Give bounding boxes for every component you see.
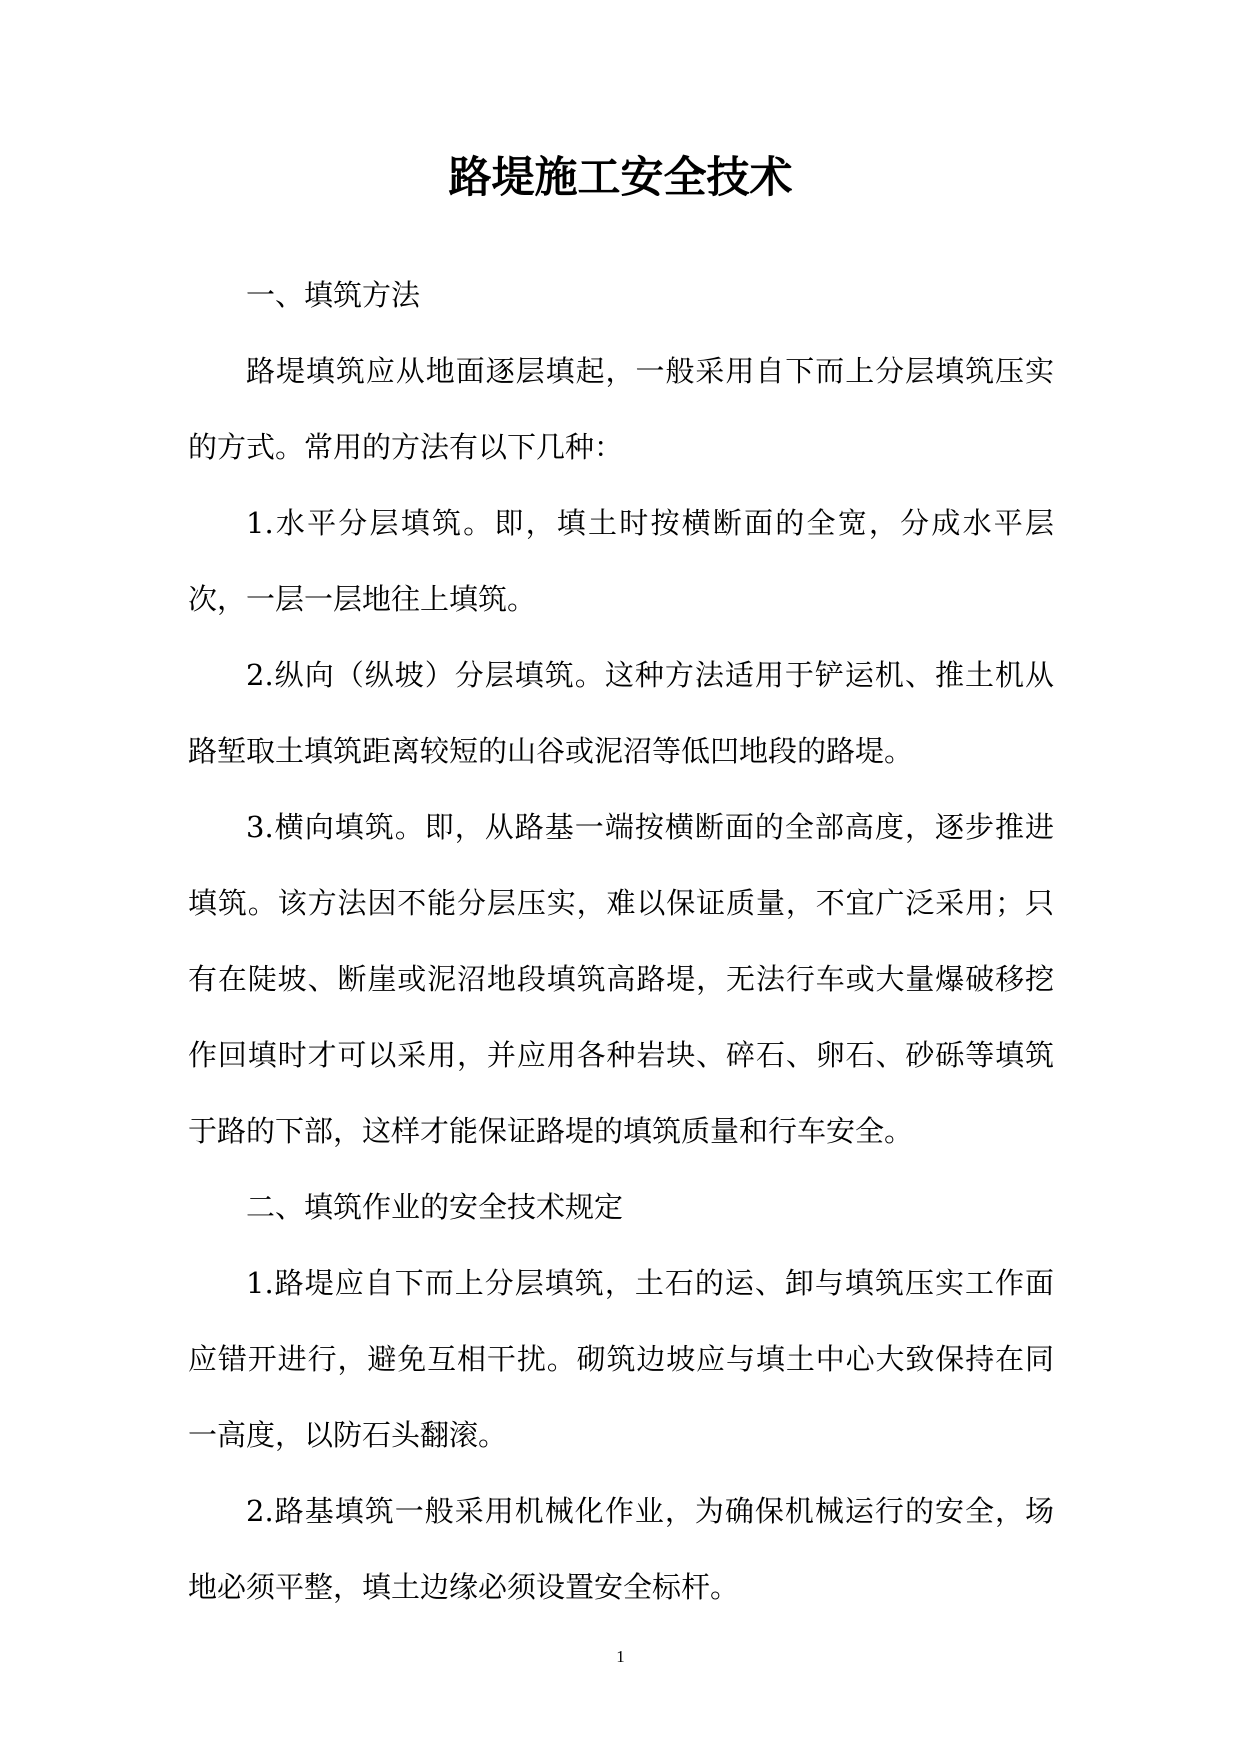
paragraph-rule-1: 1.路堤应自下而上分层填筑，土石的运、卸与填筑压实工作面应错开进行，避免互相干扰。砌筑边坡应与填土中心大致保持在同一高度，以防石头翻滚。: [188, 1266, 1054, 1452]
section-heading-1: 一、填筑方法: [246, 278, 421, 312]
page-number: 1: [616, 1647, 625, 1666]
paragraph-method-3: 3.横向填筑。即，从路基一端按横断面的全部高度，逐步推进填筑。该方法因不能分层压实，难以保证质量，不宜广泛采用；只有在陡坡、断崖或泥沼地段填筑高路堤，无法行车或大量爆破移挖作回填时才可以采用，并应用各种岩块、碎石、卵石、砂砾等填筑于路的下部，这样才能保证路堤的填筑质量和行车安全。: [188, 810, 1054, 1148]
paragraph-method-2: 2.纵向（纵坡）分层填筑。这种方法适用于铲运机、推土机从路堑取土填筑距离较短的山谷或泥沼等低凹地段的路堤。: [188, 658, 1054, 768]
paragraph-method-1: 1.水平分层填筑。即，填土时按横断面的全宽，分成水平层次，一层一层地往上填筑。: [188, 506, 1054, 616]
paragraph-intro: 路堤填筑应从地面逐层填起，一般采用自下而上分层填筑压实的方式。常用的方法有以下几种：: [188, 354, 1054, 464]
paragraph-rule-2: 2.路基填筑一般采用机械化作业，为确保机械运行的安全，场地必须平整，填土边缘必须设置安全标杆。: [188, 1494, 1054, 1604]
document-title: 路堤施工安全技术: [448, 153, 793, 203]
document-body: [188, 257, 1054, 1625]
section-heading-2: 二、填筑作业的安全技术规定: [246, 1190, 624, 1224]
